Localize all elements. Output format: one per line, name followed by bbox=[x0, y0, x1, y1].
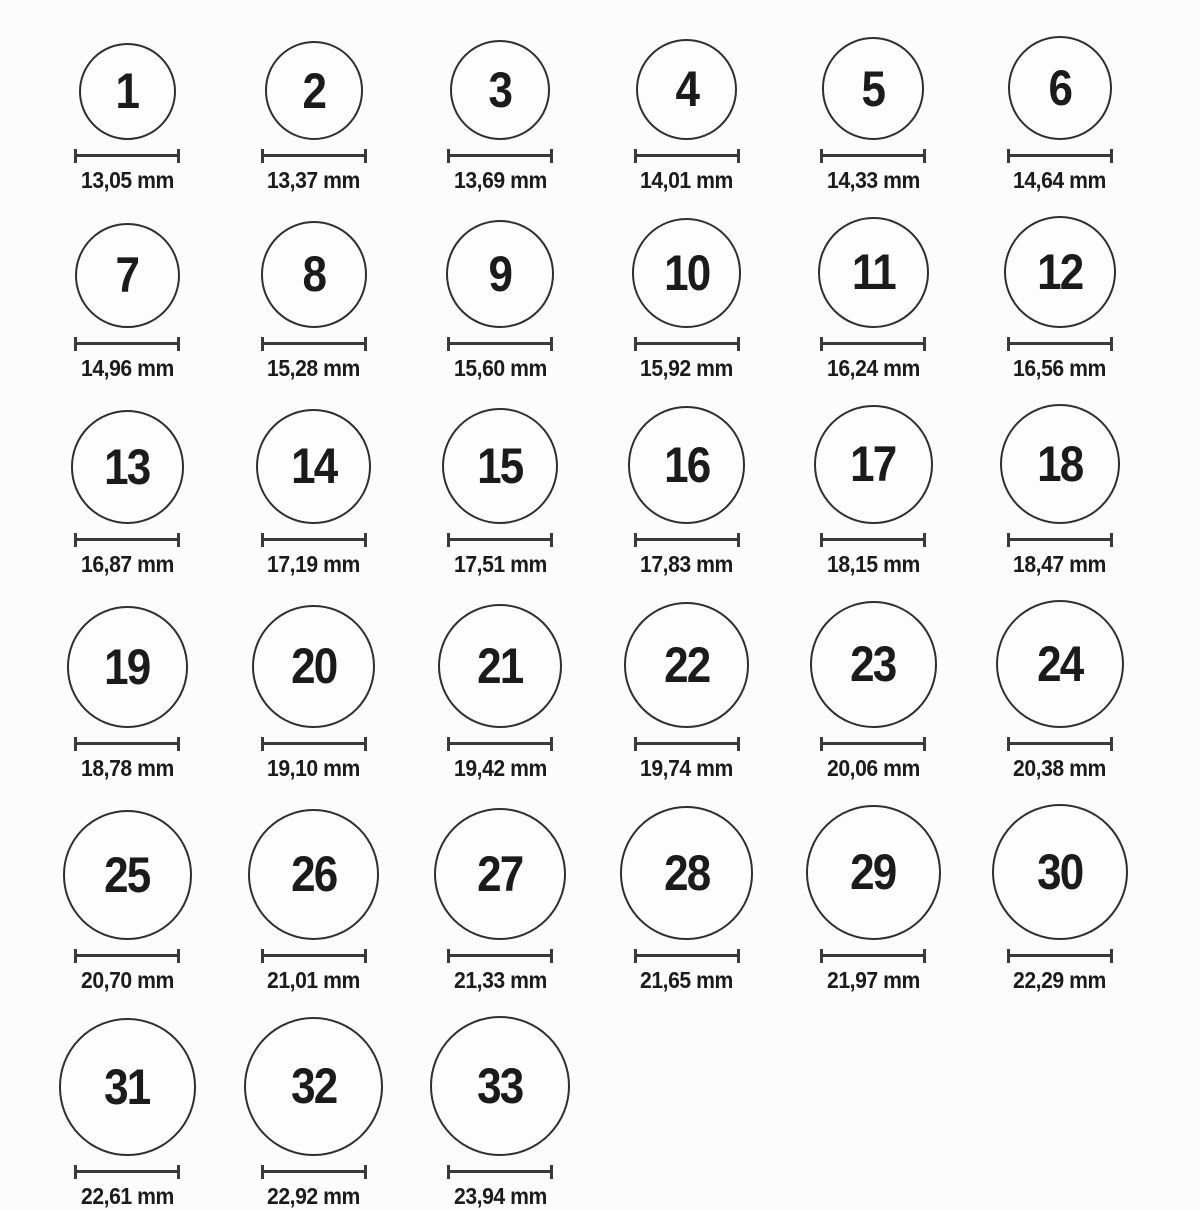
diameter-measure-line bbox=[820, 337, 926, 351]
ring-size-cell bbox=[34, 606, 221, 781]
ring-circle bbox=[75, 223, 180, 328]
ring-circle bbox=[806, 805, 941, 940]
ring-circle bbox=[1008, 36, 1112, 140]
ring-circle bbox=[244, 1017, 383, 1156]
ring-size-cell bbox=[34, 223, 221, 382]
ring-size-cell bbox=[780, 37, 967, 193]
diameter-measure-line bbox=[261, 337, 367, 351]
diameter-label: 22,92 mm bbox=[267, 1182, 361, 1209]
size-row bbox=[34, 216, 1200, 382]
size-row bbox=[34, 36, 1200, 194]
ring-circle bbox=[248, 809, 379, 940]
ring-circle bbox=[1000, 404, 1120, 524]
size-row bbox=[34, 804, 1200, 994]
ring-size-cell bbox=[594, 39, 781, 194]
size-number: 20 bbox=[291, 638, 337, 695]
ring-size-cell bbox=[407, 808, 594, 994]
size-number: 18 bbox=[1037, 435, 1083, 492]
diameter-measure-line bbox=[447, 533, 553, 547]
diameter-label: 14,33 mm bbox=[826, 166, 920, 193]
ring-size-cell bbox=[594, 406, 781, 577]
diameter-measure-line bbox=[261, 1165, 367, 1179]
ring-size-cell bbox=[221, 1017, 408, 1210]
size-number: 13 bbox=[104, 438, 150, 495]
size-number: 21 bbox=[477, 637, 523, 694]
diameter-label: 19,74 mm bbox=[640, 754, 734, 781]
ring-circle bbox=[624, 602, 749, 727]
diameter-measure-line bbox=[634, 337, 740, 351]
ring-size-cell bbox=[967, 804, 1154, 994]
ring-circle bbox=[434, 808, 566, 940]
diameter-measure-line bbox=[261, 737, 367, 751]
diameter-label: 14,01 mm bbox=[640, 166, 734, 193]
diameter-measure-line bbox=[1007, 337, 1113, 351]
ring-circle bbox=[63, 810, 192, 939]
ring-circle bbox=[67, 606, 188, 727]
ring-circle bbox=[814, 405, 933, 524]
diameter-measure-line bbox=[74, 949, 180, 963]
diameter-label: 17,83 mm bbox=[640, 550, 734, 577]
ring-size-cell bbox=[221, 409, 408, 578]
diameter-label: 20,38 mm bbox=[1013, 754, 1107, 781]
size-number: 15 bbox=[477, 437, 523, 494]
size-number: 3 bbox=[488, 61, 512, 118]
size-number: 12 bbox=[1037, 243, 1083, 300]
ring-circle bbox=[632, 218, 741, 327]
diameter-label: 15,60 mm bbox=[453, 354, 547, 381]
diameter-measure-line bbox=[1007, 533, 1113, 547]
diameter-label: 15,28 mm bbox=[267, 354, 361, 381]
diameter-measure-line bbox=[447, 1165, 553, 1179]
ring-circle bbox=[620, 806, 753, 939]
ring-size-cell bbox=[34, 410, 221, 577]
ring-circle bbox=[818, 217, 929, 328]
ring-circle bbox=[446, 220, 554, 328]
ring-size-cell bbox=[407, 1016, 594, 1210]
diameter-label: 14,96 mm bbox=[80, 354, 174, 381]
ring-size-cell bbox=[967, 216, 1154, 382]
ring-size-cell bbox=[221, 605, 408, 782]
diameter-measure-line bbox=[74, 533, 180, 547]
size-number: 6 bbox=[1048, 59, 1072, 116]
ring-circle bbox=[256, 409, 371, 524]
ring-circle bbox=[822, 37, 924, 139]
ring-circle bbox=[1004, 216, 1116, 328]
ring-circle bbox=[265, 41, 363, 139]
size-number: 9 bbox=[488, 245, 512, 302]
ring-size-cell bbox=[34, 43, 221, 194]
diameter-measure-line bbox=[447, 737, 553, 751]
ring-circle bbox=[442, 408, 558, 524]
ring-circle bbox=[636, 39, 737, 140]
diameter-label: 16,24 mm bbox=[826, 354, 920, 381]
ring-size-cell bbox=[780, 601, 967, 782]
ring-size-cell bbox=[34, 1018, 221, 1210]
ring-size-cell bbox=[967, 600, 1154, 782]
diameter-label: 13,37 mm bbox=[267, 166, 361, 193]
ring-size-cell bbox=[594, 602, 781, 781]
size-number: 2 bbox=[302, 62, 326, 119]
size-number: 23 bbox=[850, 636, 896, 693]
ring-size-cell bbox=[780, 405, 967, 578]
size-number: 26 bbox=[291, 846, 337, 903]
diameter-label: 13,05 mm bbox=[80, 166, 174, 193]
ring-circle bbox=[71, 410, 184, 523]
ring-circle bbox=[450, 40, 550, 140]
diameter-label: 18,15 mm bbox=[826, 550, 920, 577]
ring-circle bbox=[438, 604, 562, 728]
ring-circle bbox=[992, 804, 1128, 940]
diameter-measure-line bbox=[74, 1165, 180, 1179]
size-row bbox=[34, 404, 1200, 578]
diameter-measure-line bbox=[74, 737, 180, 751]
ring-size-cell bbox=[221, 41, 408, 193]
size-number: 30 bbox=[1037, 843, 1083, 900]
diameter-label: 16,56 mm bbox=[1013, 354, 1107, 381]
diameter-measure-line bbox=[1007, 737, 1113, 751]
diameter-measure-line bbox=[447, 337, 553, 351]
size-number: 28 bbox=[664, 845, 710, 901]
ring-size-cell bbox=[407, 408, 594, 578]
diameter-label: 23,94 mm bbox=[453, 1182, 547, 1209]
ring-circle bbox=[810, 601, 937, 728]
diameter-label: 16,87 mm bbox=[80, 550, 174, 577]
size-row bbox=[34, 600, 1200, 782]
size-number: 11 bbox=[851, 244, 895, 301]
diameter-measure-line bbox=[1007, 949, 1113, 963]
diameter-measure-line bbox=[74, 337, 180, 351]
size-number: 29 bbox=[850, 844, 896, 901]
ring-size-cell bbox=[407, 40, 594, 194]
diameter-label: 21,33 mm bbox=[453, 966, 547, 993]
ring-size-cell bbox=[780, 805, 967, 994]
diameter-label: 20,70 mm bbox=[80, 966, 174, 993]
ring-circle bbox=[261, 221, 367, 327]
diameter-measure-line bbox=[447, 149, 553, 163]
ring-circle bbox=[59, 1018, 197, 1156]
diameter-measure-line bbox=[74, 149, 180, 163]
ring-circle bbox=[252, 605, 375, 728]
diameter-measure-line bbox=[634, 949, 740, 963]
ring-size-cell bbox=[967, 36, 1154, 194]
diameter-label: 22,29 mm bbox=[1013, 966, 1107, 993]
size-number: 31 bbox=[104, 1059, 150, 1116]
size-number: 8 bbox=[302, 246, 326, 303]
diameter-measure-line bbox=[634, 737, 740, 751]
size-number: 17 bbox=[850, 436, 896, 493]
ring-circle bbox=[430, 1016, 570, 1156]
size-number: 4 bbox=[675, 61, 699, 118]
size-number: 27 bbox=[477, 845, 523, 902]
ring-size-cell bbox=[221, 221, 408, 381]
diameter-measure-line bbox=[1007, 149, 1113, 163]
diameter-measure-line bbox=[447, 949, 553, 963]
diameter-label: 22,61 mm bbox=[80, 1182, 174, 1209]
diameter-measure-line bbox=[634, 533, 740, 547]
diameter-label: 19,10 mm bbox=[267, 754, 361, 781]
diameter-measure-line bbox=[820, 949, 926, 963]
diameter-measure-line bbox=[820, 149, 926, 163]
diameter-label: 13,69 mm bbox=[453, 166, 547, 193]
size-number: 25 bbox=[104, 847, 150, 904]
ring-size-cell bbox=[407, 220, 594, 382]
size-number: 33 bbox=[477, 1057, 523, 1114]
size-number: 7 bbox=[115, 247, 139, 304]
size-number: 5 bbox=[861, 60, 885, 117]
diameter-label: 21,97 mm bbox=[826, 966, 920, 993]
size-number: 24 bbox=[1037, 635, 1083, 692]
size-number: 19 bbox=[104, 638, 150, 695]
diameter-label: 15,92 mm bbox=[640, 354, 734, 381]
ring-size-cell bbox=[594, 218, 781, 381]
ring-size-cell bbox=[967, 404, 1154, 578]
size-number: 32 bbox=[291, 1058, 337, 1115]
diameter-label: 20,06 mm bbox=[826, 754, 920, 781]
ring-size-cell bbox=[407, 604, 594, 782]
size-number: 10 bbox=[664, 245, 710, 302]
ring-size-cell bbox=[221, 809, 408, 994]
ring-size-cell bbox=[34, 810, 221, 993]
diameter-label: 19,42 mm bbox=[453, 754, 547, 781]
diameter-measure-line bbox=[820, 533, 926, 547]
diameter-measure-line bbox=[261, 149, 367, 163]
diameter-label: 17,19 mm bbox=[267, 550, 361, 577]
ring-size-cell bbox=[780, 217, 967, 382]
diameter-measure-line bbox=[820, 737, 926, 751]
diameter-label: 21,65 mm bbox=[640, 966, 734, 993]
ring-size-cell bbox=[594, 806, 781, 993]
size-number: 16 bbox=[664, 436, 710, 493]
ring-circle bbox=[79, 43, 176, 140]
diameter-label: 14,64 mm bbox=[1013, 166, 1107, 193]
diameter-label: 21,01 mm bbox=[267, 966, 361, 993]
size-number: 22 bbox=[664, 636, 710, 693]
size-number: 14 bbox=[291, 438, 337, 495]
diameter-label: 17,51 mm bbox=[453, 550, 547, 577]
diameter-label: 18,78 mm bbox=[80, 754, 174, 781]
diameter-measure-line bbox=[261, 533, 367, 547]
size-number: 1 bbox=[115, 63, 139, 120]
ring-circle bbox=[996, 600, 1124, 728]
diameter-measure-line bbox=[634, 149, 740, 163]
diameter-label: 18,47 mm bbox=[1013, 550, 1107, 577]
size-row bbox=[34, 1016, 1200, 1210]
diameter-measure-line bbox=[261, 949, 367, 963]
ring-circle bbox=[628, 406, 745, 523]
